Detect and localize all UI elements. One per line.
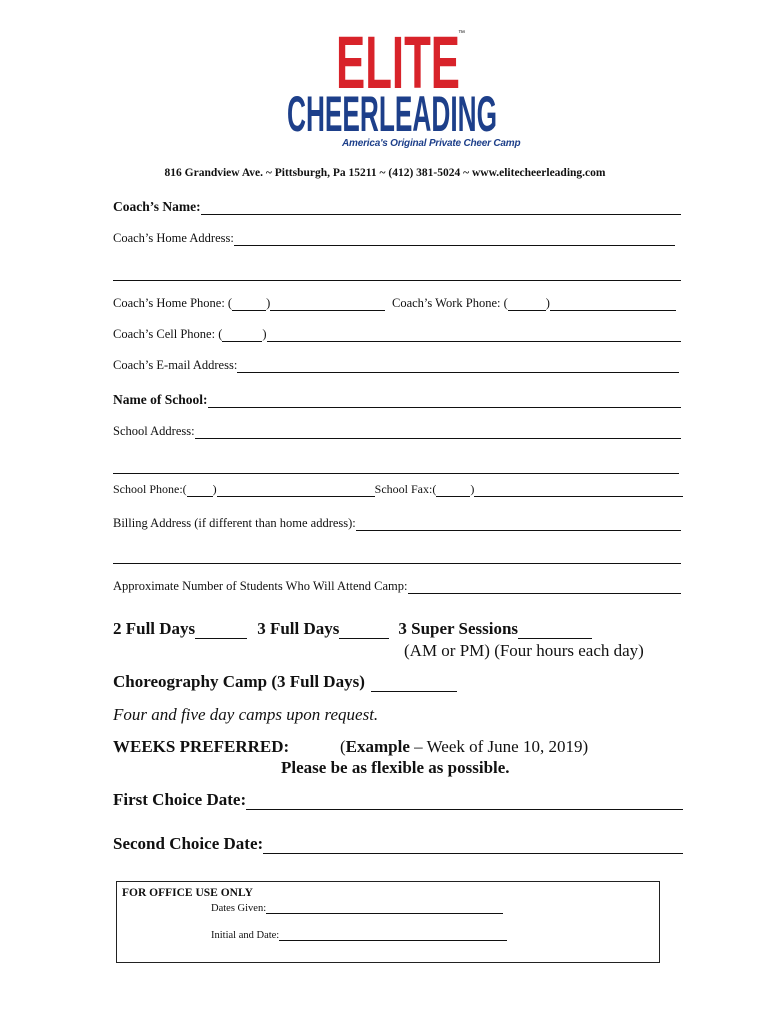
coach-name-row xyxy=(113,199,681,215)
three-full-days-label: 3 Full Days xyxy=(257,619,340,638)
school-name-label: Name of School: xyxy=(113,392,208,407)
weeks-example-rest: – Week of June 10, 2019) xyxy=(409,737,589,756)
three-full-days-field[interactable] xyxy=(339,622,389,639)
first-choice-label: First Choice Date: xyxy=(113,790,247,809)
two-full-days-label: 2 Full Days xyxy=(113,619,196,638)
coach-cell-phone-field[interactable] xyxy=(267,327,681,342)
approx-students-field[interactable] xyxy=(408,579,682,594)
three-super-sessions-label: 3 Super Sessions xyxy=(398,619,519,638)
second-choice-field[interactable] xyxy=(263,837,683,854)
initial-date-row xyxy=(211,929,507,941)
second-choice-label: Second Choice Date: xyxy=(113,834,264,853)
coach-home-address-row xyxy=(113,231,675,246)
coach-cell-phone-label: Coach’s Cell Phone: ( xyxy=(113,327,223,341)
billing-address-field[interactable] xyxy=(356,516,681,531)
coach-cell-phone-paren: ) xyxy=(262,327,267,341)
school-address-row xyxy=(113,424,681,439)
camp-address: 816 Grandview Ave. ~ Pittsburgh, Pa 15211 ~ (412) 381-5024 ~ www.elitecheerleading.com xyxy=(164,167,606,179)
coach-home-phone-label: Coach’s Home Phone: ( xyxy=(113,296,233,310)
office-use-box xyxy=(116,881,660,963)
school-address-row-2 xyxy=(113,459,679,474)
coach-cell-phone-area-field[interactable] xyxy=(222,327,262,342)
office-use-title: FOR OFFICE USE ONLY xyxy=(122,887,253,899)
camp-options-row xyxy=(113,619,592,639)
coach-work-phone-area-field[interactable] xyxy=(508,296,546,311)
weeks-example-bold: Example xyxy=(345,737,410,756)
choreography-field[interactable] xyxy=(371,675,457,692)
billing-address-row-2 xyxy=(113,549,681,564)
dates-given-row xyxy=(211,902,503,914)
coach-name-field[interactable] xyxy=(201,200,681,215)
camp-request-note: Four and five day camps upon request. xyxy=(113,705,379,724)
coach-email-row xyxy=(113,358,679,373)
school-address-field-2[interactable] xyxy=(113,459,679,474)
school-phone-paren: ) xyxy=(212,482,217,496)
school-phone-field[interactable] xyxy=(217,482,375,497)
school-fax-field[interactable] xyxy=(474,482,683,497)
coach-home-address-row-2 xyxy=(113,266,681,281)
dates-given-label: Dates Given: xyxy=(211,903,267,914)
billing-address-field-2[interactable] xyxy=(113,549,681,564)
approx-students-label: Approximate Number of Students Who Will Attend Camp: xyxy=(113,579,408,593)
weeks-example xyxy=(340,737,588,757)
first-choice-row xyxy=(113,790,683,810)
dates-given-field[interactable] xyxy=(266,902,503,914)
coach-home-address-label: Coach’s Home Address: xyxy=(113,231,234,245)
school-phone-label: School Phone:( xyxy=(113,482,187,496)
billing-address-row xyxy=(113,516,681,531)
billing-address-label: Billing Address (if different than home address): xyxy=(113,516,356,530)
school-fax-paren: ) xyxy=(470,482,475,496)
school-phone-area-field[interactable] xyxy=(187,482,213,497)
cheerleading-logo-text xyxy=(286,86,498,138)
coach-work-phone-row xyxy=(392,296,676,311)
coach-name-label: Coach’s Name: xyxy=(113,199,201,214)
coach-home-phone-field[interactable] xyxy=(270,296,385,311)
coach-home-phone-area-field[interactable] xyxy=(232,296,266,311)
school-fax-label: School Fax:( xyxy=(374,482,437,496)
school-name-field[interactable] xyxy=(208,393,682,408)
coach-email-field[interactable] xyxy=(237,358,679,373)
weeks-example-open: ( xyxy=(340,737,346,756)
elite-logo-text xyxy=(334,22,462,94)
approx-students-row xyxy=(113,579,681,594)
coach-home-address-field-2[interactable] xyxy=(113,266,681,281)
coach-home-phone-row xyxy=(113,296,385,311)
choreography-label: Choreography Camp (3 Full Days) xyxy=(113,672,365,691)
flexible-note: Please be as flexible as possible. xyxy=(281,758,510,777)
three-super-sessions-field[interactable] xyxy=(518,622,592,639)
first-choice-field[interactable] xyxy=(246,793,683,810)
second-choice-row xyxy=(113,834,683,854)
super-sessions-note: (AM or PM) (Four hours each day) xyxy=(404,641,644,660)
school-phone-fax-row xyxy=(113,482,683,497)
school-address-label: School Address: xyxy=(113,424,195,438)
logo-elite-text: ELITE xyxy=(336,22,460,94)
coach-cell-phone-row xyxy=(113,327,681,342)
school-fax-area-field[interactable] xyxy=(436,482,470,497)
coach-work-phone-label: Coach’s Work Phone: ( xyxy=(392,296,508,310)
trademark-symbol: ™ xyxy=(458,30,465,37)
weeks-preferred-title: WEEKS PREFERRED: xyxy=(113,737,290,756)
coach-email-label: Coach’s E-mail Address: xyxy=(113,358,238,372)
initial-date-field[interactable] xyxy=(279,929,507,941)
logo-tagline: America's Original Private Cheer Camp xyxy=(342,138,521,149)
school-name-row xyxy=(113,392,681,408)
coach-work-phone-paren: ) xyxy=(545,296,550,310)
two-full-days-field[interactable] xyxy=(195,622,247,639)
coach-home-address-field[interactable] xyxy=(234,231,675,246)
logo-cheerleading-text: CHEERLEADING xyxy=(287,86,497,138)
coach-home-phone-paren: ) xyxy=(266,296,271,310)
school-address-field[interactable] xyxy=(195,424,681,439)
coach-work-phone-field[interactable] xyxy=(550,296,676,311)
initial-date-label: Initial and Date: xyxy=(211,930,280,941)
choreography-row xyxy=(113,672,457,692)
